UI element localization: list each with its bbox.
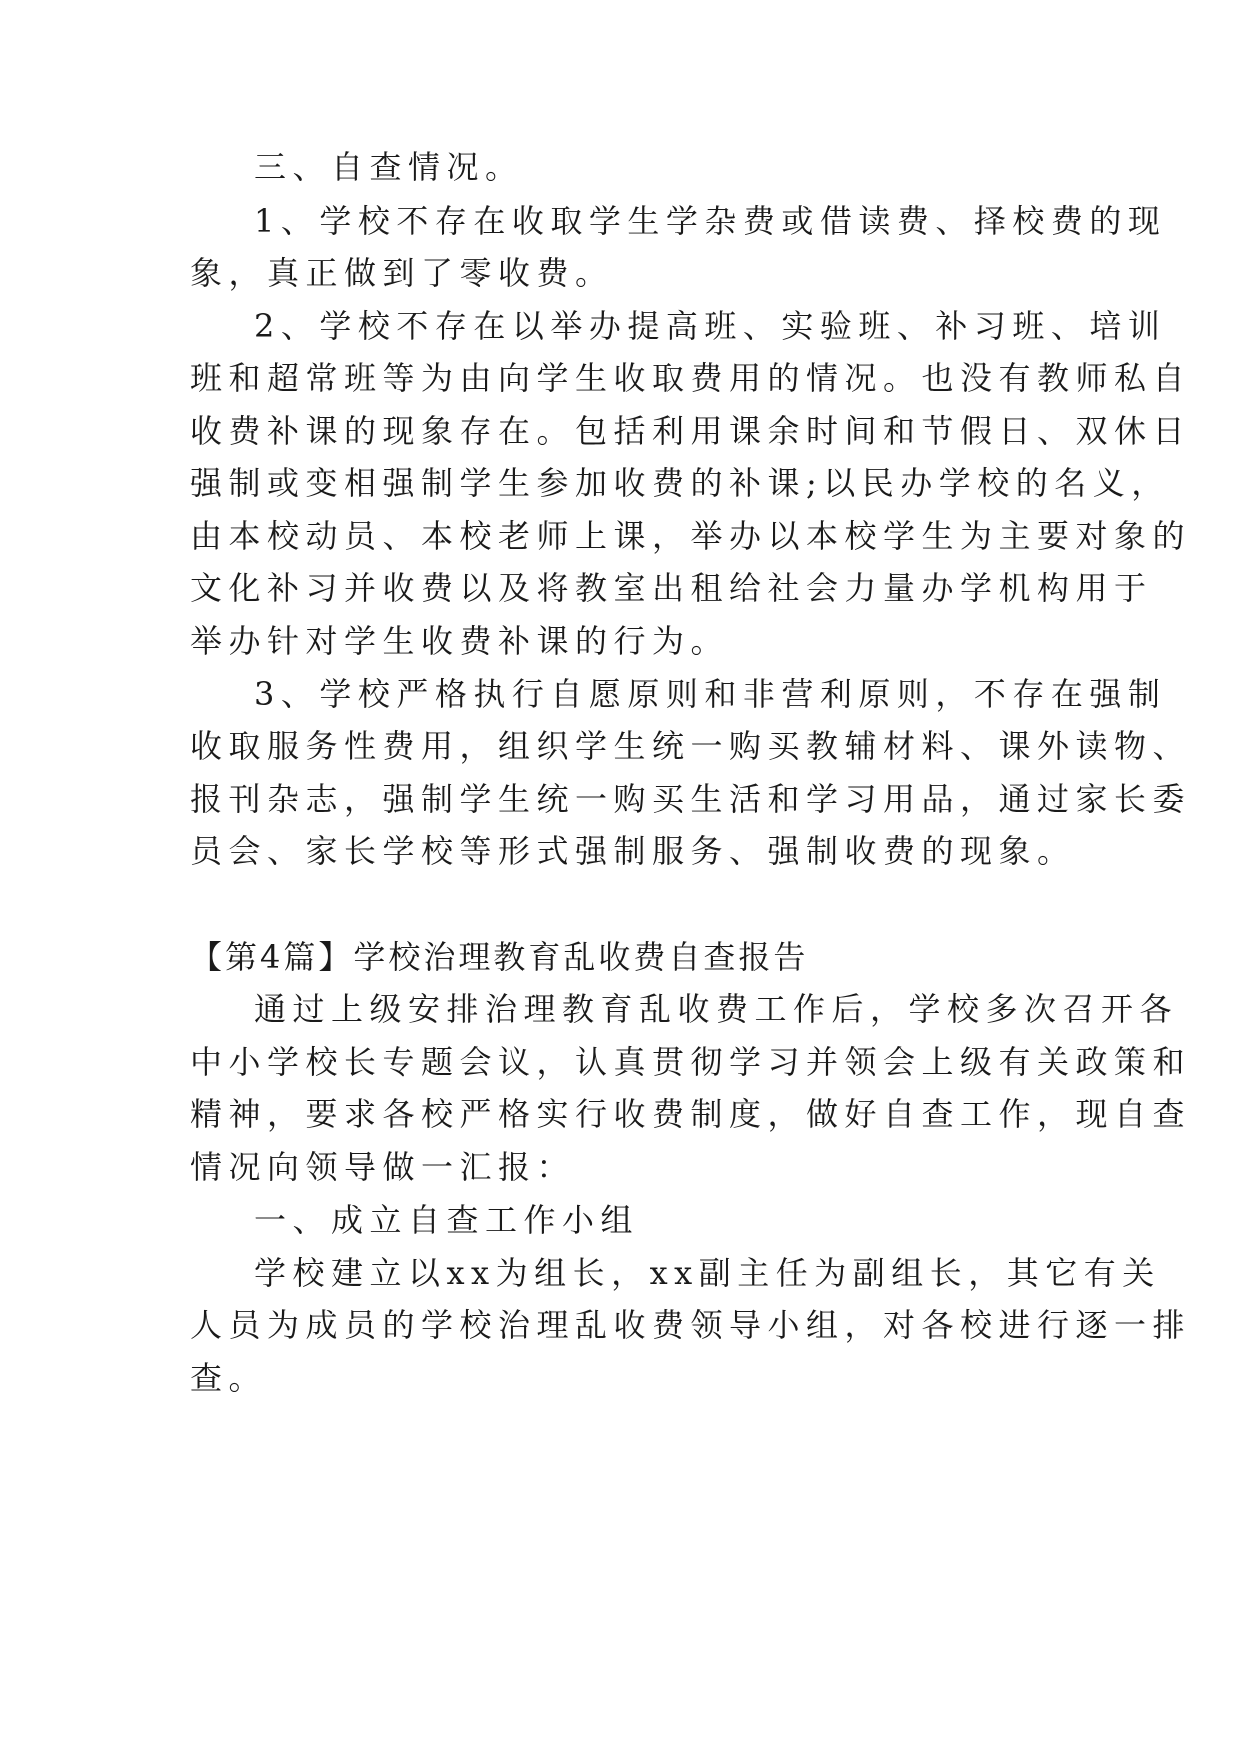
paragraph-line: 查。 — [190, 1359, 268, 1397]
paragraph-line: 1、学校不存在收取学生学杂费或借读费、择校费的现 — [254, 202, 1167, 240]
paragraph-line: 举办针对学生收费补课的行为。 — [190, 622, 730, 660]
paragraph-line: 人员为成员的学校治理乱收费领导小组，对各校进行逐一排 — [190, 1306, 1192, 1344]
paragraph-line: 象，真正做到了零收费。 — [190, 254, 614, 292]
paragraph-line: 情况向领导做一汇报： — [190, 1148, 576, 1186]
section-heading-self-check: 三、自查情况。 — [254, 148, 524, 186]
paragraph-line: 通过上级安排治理教育乱收费工作后，学校多次召开各 — [254, 990, 1179, 1028]
article-title: 【第4篇】学校治理教育乱收费自查报告 — [190, 938, 809, 976]
paragraph-line: 3、学校严格执行自愿原则和非营利原则，不存在强制 — [254, 675, 1167, 713]
paragraph-line: 报刊杂志，强制学生统一购买生活和学习用品，通过家长委 — [190, 780, 1192, 818]
paragraph-line: 精神，要求各校严格实行收费制度，做好自查工作，现自查 — [190, 1095, 1192, 1133]
paragraph-line: 强制或变相强制学生参加收费的补课;以民办学校的名义， — [190, 464, 1170, 502]
paragraph-line: 员会、家长学校等形式强制服务、强制收费的现象。 — [190, 832, 1076, 870]
paragraph-line: 中小学校长专题会议，认真贯彻学习并领会上级有关政策和 — [190, 1043, 1192, 1081]
paragraph-line: 文化补习并收费以及将教室出租给社会力量办学机构用于 — [190, 569, 1153, 607]
paragraph-line: 收取服务性费用，组织学生统一购买教辅材料、课外读物、 — [190, 727, 1192, 765]
section-heading-work-group: 一、成立自查工作小组 — [254, 1201, 640, 1239]
paragraph-line: 学校建立以xx为组长，xx副主任为副组长，其它有关 — [254, 1254, 1161, 1292]
paragraph-line: 由本校动员、本校老师上课，举办以本校学生为主要对象的 — [190, 517, 1192, 555]
paragraph-line: 班和超常班等为由向学生收取费用的情况。也没有教师私自 — [190, 359, 1192, 397]
paragraph-line: 收费补课的现象存在。包括利用课余时间和节假日、双休日 — [190, 412, 1192, 450]
paragraph-line: 2、学校不存在以举办提高班、实验班、补习班、培训 — [254, 307, 1167, 345]
